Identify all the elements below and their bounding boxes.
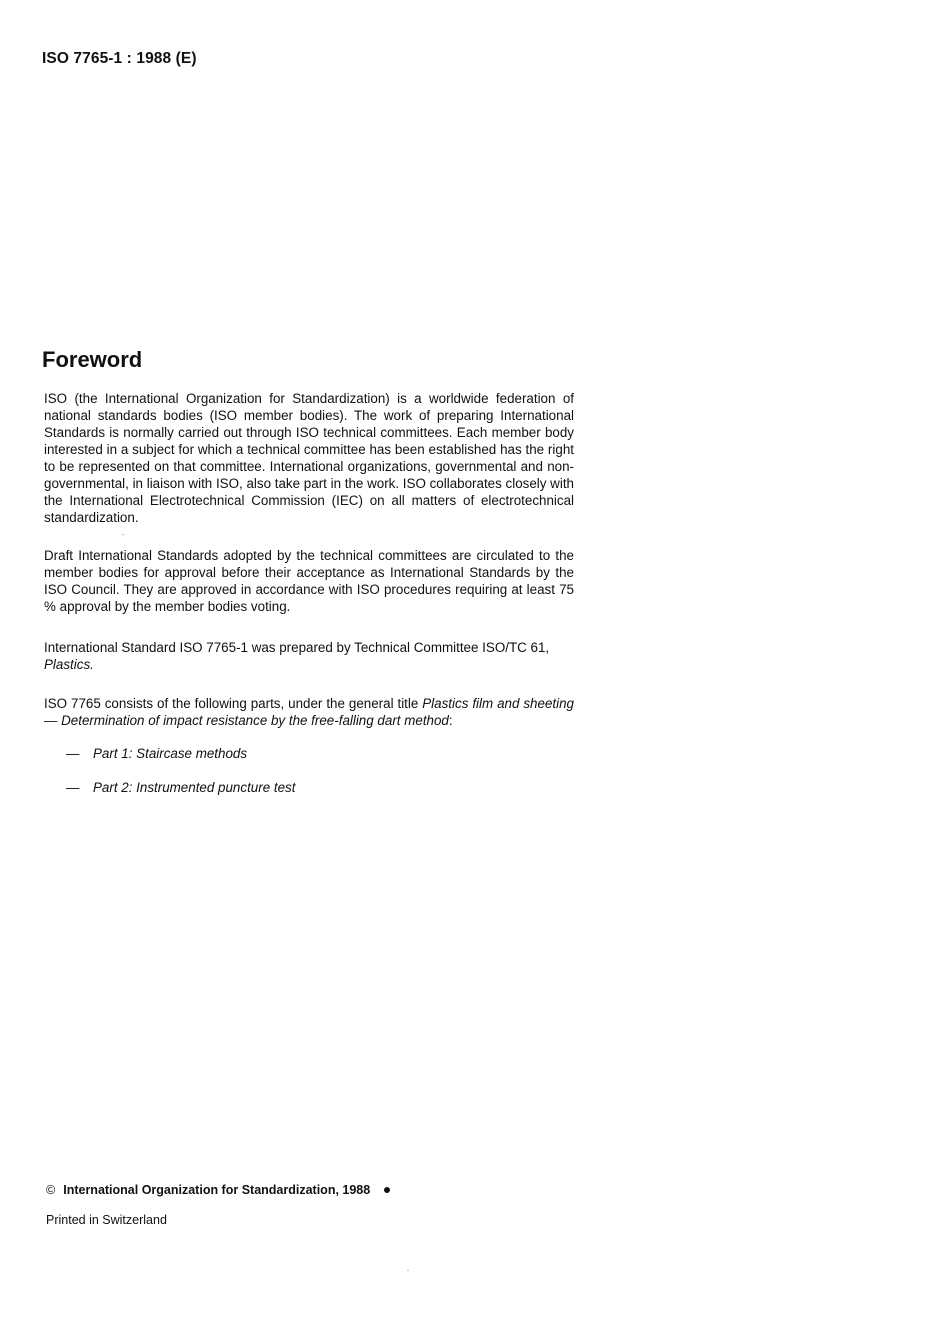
list-dash: — [66,780,80,795]
paragraph-draft-standards: Draft International Standards adopted by the technical committees are circulated to the member bodies for approval before their acceptance as International Standards by the ISO Council. They are approved in accordance with ISO procedures requiring at least 75 % approval by the member bodies voting. [44,548,574,614]
list-item-part-2 [66,779,295,796]
copyright-icon: © [46,1183,56,1197]
copyright-notice [46,1183,390,1197]
copyright-text: International Organization for Standardization, 1988 [63,1183,371,1197]
paragraph-prepared-by [44,639,574,673]
bullet-dot-icon [384,1187,390,1193]
prepared-by-text: International Standard ISO 7765-1 was prepared by Technical Committee ISO/TC 61, [44,640,550,655]
list-dash: — [66,746,80,761]
paragraph-iso-description: ISO (the International Organization for Standardization) is a worldwide federation of national standards bodies (ISO member bodies). The work of preparing International Standards is normally carried out through ISO technical committees. Each member body interested in a subject for which a technical committee has been established has the right to be represented on that committee. International organizations, governmental and non-governmental, in liaison with ISO, also take part in the work. ISO collaborates closely with the International Electrotechnical Commission (IEC) on all matters of electrotechnical standardization. [44,391,574,525]
parts-general-title: Plastics film and sheeting — Determination of impact resistance by the free-falling dart method [44,696,574,728]
list-item-label: Part 2: Instrumented puncture test [93,780,296,795]
list-item-part-1 [66,745,247,762]
page-title: Foreword [42,347,143,372]
paragraph-parts-intro [44,695,574,729]
document-header: ISO 7765-1 : 1988 (E) [42,50,197,67]
scan-speck [122,534,124,535]
scan-speck [407,1270,409,1271]
parts-intro-colon: : [448,713,453,728]
parts-intro-text: ISO 7765 consists of the following parts, under the general title [44,696,419,711]
prepared-by-committee-name: Plastics. [44,657,94,672]
printed-location: Printed in Switzerland [46,1213,167,1227]
list-item-label: Part 1: Staircase methods [93,746,248,761]
